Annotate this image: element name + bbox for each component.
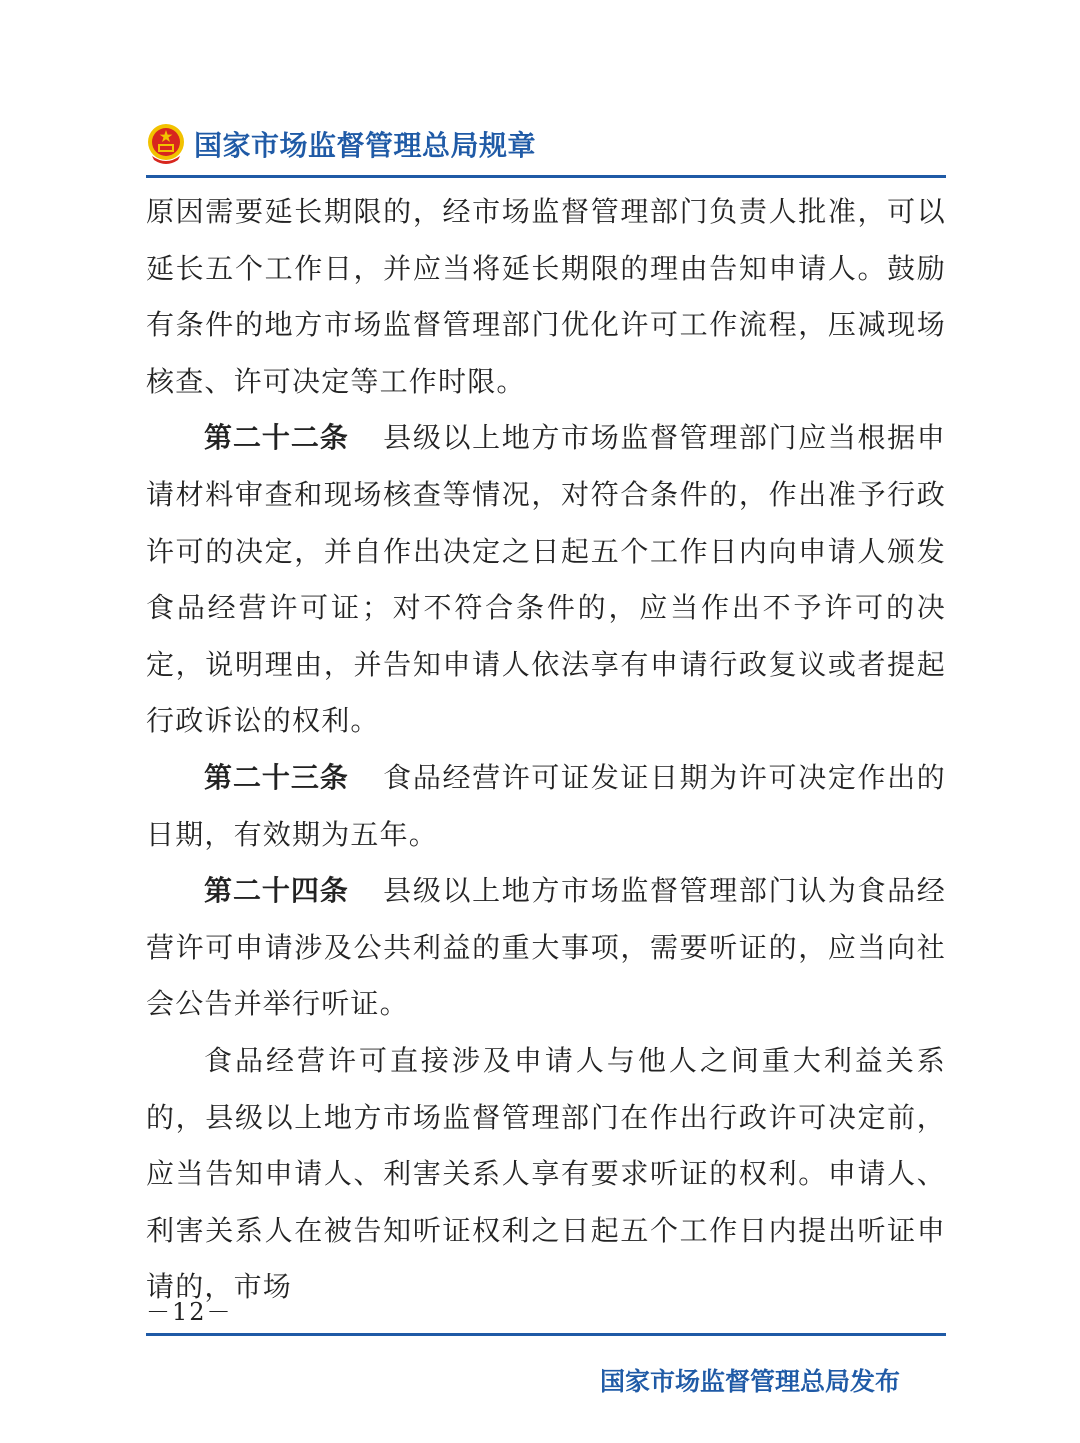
- header-title: 国家市场监督管理总局规章: [194, 129, 537, 162]
- document-body: [146, 184, 946, 1316]
- article-heading: 第二十四条: [204, 874, 349, 908]
- paragraph-text: 食品经营许可直接涉及申请人与他人之间重大利益关系的，县级以上地方市场监督管理部门在作出行政许可决定前，应当告知申请人、利害关系人享有要求听证的权利。申请人、利害关系人在被告知听证权利之日起五个工作日内提出听证申请的，市场: [146, 1043, 946, 1304]
- paragraph-text: 原因需要延长期限的，经市场监督管理部门负责人批准，可以延长五个工作日，并应当将延长期限的理由告知申请人。鼓励有条件的地方市场监督管理部门优化许可工作流程，压减现场核查、许可决定等工作时限。: [146, 195, 946, 398]
- article-heading: 第二十二条: [204, 421, 349, 455]
- paragraph-continued: [146, 184, 946, 410]
- article-22: [146, 410, 946, 750]
- national-emblem-icon: [146, 122, 186, 166]
- article-text: 县级以上地方市场监督管理部门应当根据申请材料审查和现场核查等情况，对符合条件的，作出准予行政许可的决定，并自作出决定之日起五个工作日内向申请人颁发食品经营许可证；对不符合条件的，应当作出不予许可的决定，说明理由，并告知申请人依法享有申请行政复议或者提起行政诉讼的权利。: [146, 421, 946, 738]
- article-24: [146, 863, 946, 1033]
- article-24-paragraph-2: [146, 1033, 946, 1316]
- footer-publisher: 国家市场监督管理总局发布: [599, 1367, 900, 1396]
- article-23: [146, 750, 946, 863]
- page-number: －12－: [146, 1298, 233, 1326]
- article-text: 县级以上地方市场监督管理部门认为食品经营许可申请涉及公共利益的重大事项，需要听证的，应当向社会公告并举行听证。: [146, 874, 946, 1021]
- article-text: 食品经营许可证发证日期为许可决定作出的日期，有效期为五年。: [146, 760, 946, 851]
- article-heading: 第二十三条: [204, 760, 349, 794]
- header-divider: [146, 175, 946, 178]
- footer-divider: [146, 1333, 946, 1336]
- page-header: [146, 120, 536, 168]
